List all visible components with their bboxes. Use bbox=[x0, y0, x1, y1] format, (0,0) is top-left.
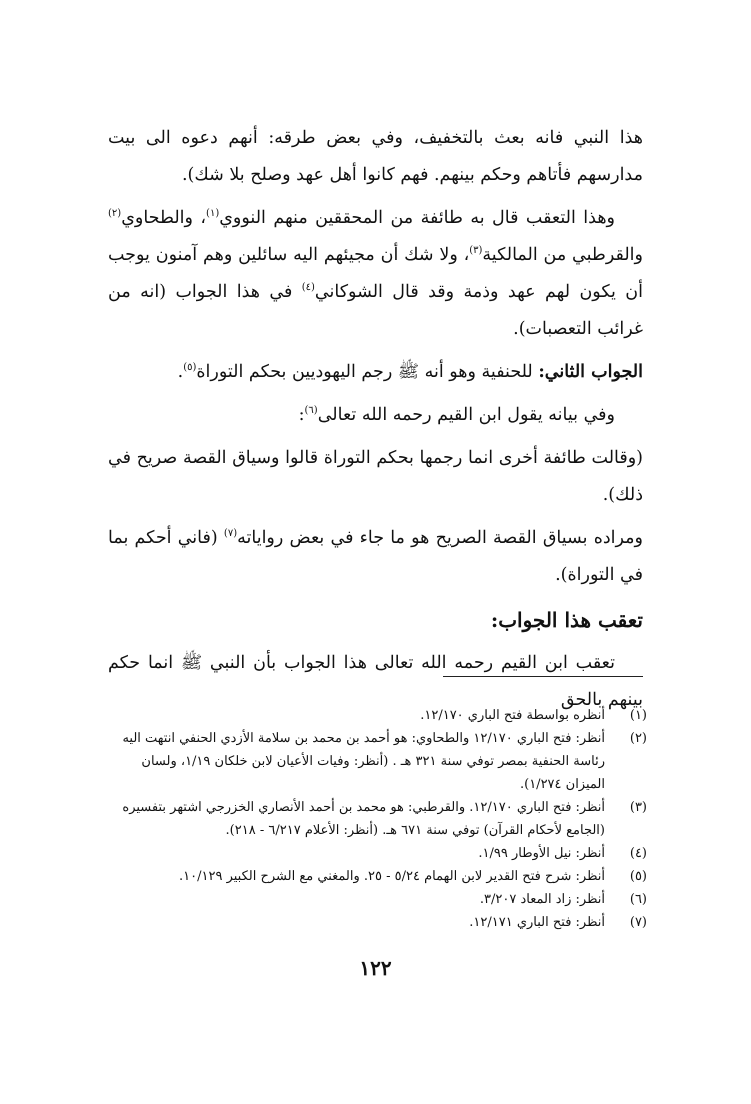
footnote-ref-6: (٦) bbox=[304, 405, 318, 417]
footnote-number: (٦) bbox=[629, 892, 647, 907]
footnote bbox=[102, 888, 647, 911]
footnote-ref-4: (٤) bbox=[301, 282, 315, 294]
page-number: ١٢٢ bbox=[359, 956, 392, 980]
paragraph-6 bbox=[108, 520, 643, 594]
paragraph-7: تعقب ابن القيم رحمه الله تعالى هذا الجواب بأن النبي ﷺ انما حكم بينهم بالحق bbox=[108, 653, 643, 710]
paragraph-3 bbox=[108, 354, 643, 391]
second-answer-label: الجواب الثاني: bbox=[538, 362, 643, 382]
footnote-ref-3: (٣) bbox=[469, 245, 483, 257]
footnote-divider bbox=[443, 676, 643, 677]
footnote bbox=[102, 911, 647, 934]
paragraph-6-end: (فاني أحكم بما في التوراة). bbox=[108, 528, 643, 585]
paragraph-4 bbox=[108, 397, 643, 434]
paragraph-2-part-b: ، والطحاوي bbox=[121, 208, 207, 228]
paragraph-2-part-c: والقرطبي من المالكية bbox=[482, 245, 643, 265]
quote-paragraph: (وقالت طائفة أخرى انما رجمها بحكم التوراة قالوا وسياق القصة صريح في ذلك). bbox=[108, 448, 643, 505]
paragraph-3-text: للحنفية وهو أنه ﷺ رجم اليهوديين بحكم التوراة bbox=[196, 362, 539, 382]
paragraph-3-end: . bbox=[177, 362, 184, 382]
footnote bbox=[102, 796, 647, 842]
paragraph-1: هذا النبي فانه بعث بالتخفيف، وفي بعض طرقه: أنهم دعوه الى بيت مدارسهم فأتاهم وحكم بينهم. فهم كانوا أهل عهد وصلح بلا شك). bbox=[108, 128, 643, 185]
footnote-ref-5: (٥) bbox=[183, 362, 197, 374]
footnote-number: (٣) bbox=[629, 800, 647, 815]
footnote-text: أنظر: فتح الباري ١٢/١٧٠. والقرطبي: هو محمد بن أحمد الأنصاري الخزرجي اشتهر بتفسيره (الجامع لأحكام القرآن) توفي سنة ٦٧١ هـ. (أنظر: الأعلام ٦/٢١٧ - ٢١٨). bbox=[122, 800, 605, 838]
paragraph-2-part-a: وهذا التعقب قال به طائفة من المحققين منهم النووي bbox=[219, 208, 615, 228]
footnote-text: أنظر: نيل الأوطار ١/٩٩. bbox=[478, 846, 605, 861]
footnote-number: (٢) bbox=[629, 731, 647, 746]
footnote-number: (٧) bbox=[629, 915, 647, 930]
paragraph-2-part-e: في هذا الجواب (انه من غرائب التعصبات). bbox=[108, 282, 643, 339]
footnote-text: أنظر: شرح فتح القدير لابن الهمام ٥/٢٤ - ٢٥. والمغني مع الشرح الكبير ١٠/١٢٩. bbox=[179, 869, 605, 884]
footnote-text: أنظر: زاد المعاد ٣/٢٠٧. bbox=[479, 892, 605, 907]
paragraph-4-end: : bbox=[298, 405, 305, 425]
footnote-number: (٤) bbox=[629, 846, 647, 861]
footnote-ref-2: (٢) bbox=[108, 208, 122, 220]
paragraph-2 bbox=[108, 200, 643, 348]
main-text bbox=[108, 120, 643, 725]
footnote-text: أنظر: فتح الباري ١٢/١٧١. bbox=[469, 915, 605, 930]
footnote bbox=[102, 842, 647, 865]
paragraph-4-text: وفي بيانه يقول ابن القيم رحمه الله تعالى bbox=[317, 405, 615, 425]
footnote bbox=[102, 704, 647, 727]
footnote bbox=[102, 727, 647, 796]
section-heading: تعقب هذا الجواب: bbox=[490, 608, 643, 632]
paragraph-6-text: ومراده بسياق القصة الصريح هو ما جاء في بعض رواياته bbox=[237, 528, 644, 548]
footnote-text: أنظر: فتح الباري ١٢/١٧٠ والطحاوي: هو أحمد بن محمد بن سلامة الأزدي الحنفي انتهت اليه رئاسة الحنفية بمصر توفي سنة ٣٢١ هـ . (أنظر: وفيات الأعيان لابن خلكان ١/١٩، ولسان الميزان ١/٢٧٤). bbox=[122, 731, 605, 792]
footnote-number: (٥) bbox=[629, 869, 647, 884]
footnote-text: أنظره بواسطة فتح الباري ١٢/١٧٠. bbox=[420, 708, 605, 723]
footnotes bbox=[102, 704, 647, 934]
footnote bbox=[102, 865, 647, 888]
paragraph-2-part-d: ، ولا شك أن مجيئهم اليه سائلين وهم آمنون يوجب أن يكون لهم عهد وذمة وقد قال الشوكاني bbox=[108, 245, 643, 302]
footnote-ref-7: (٧) bbox=[223, 528, 238, 540]
footnote-number: (١) bbox=[629, 708, 647, 723]
footnote-ref-1: (١) bbox=[206, 208, 220, 220]
